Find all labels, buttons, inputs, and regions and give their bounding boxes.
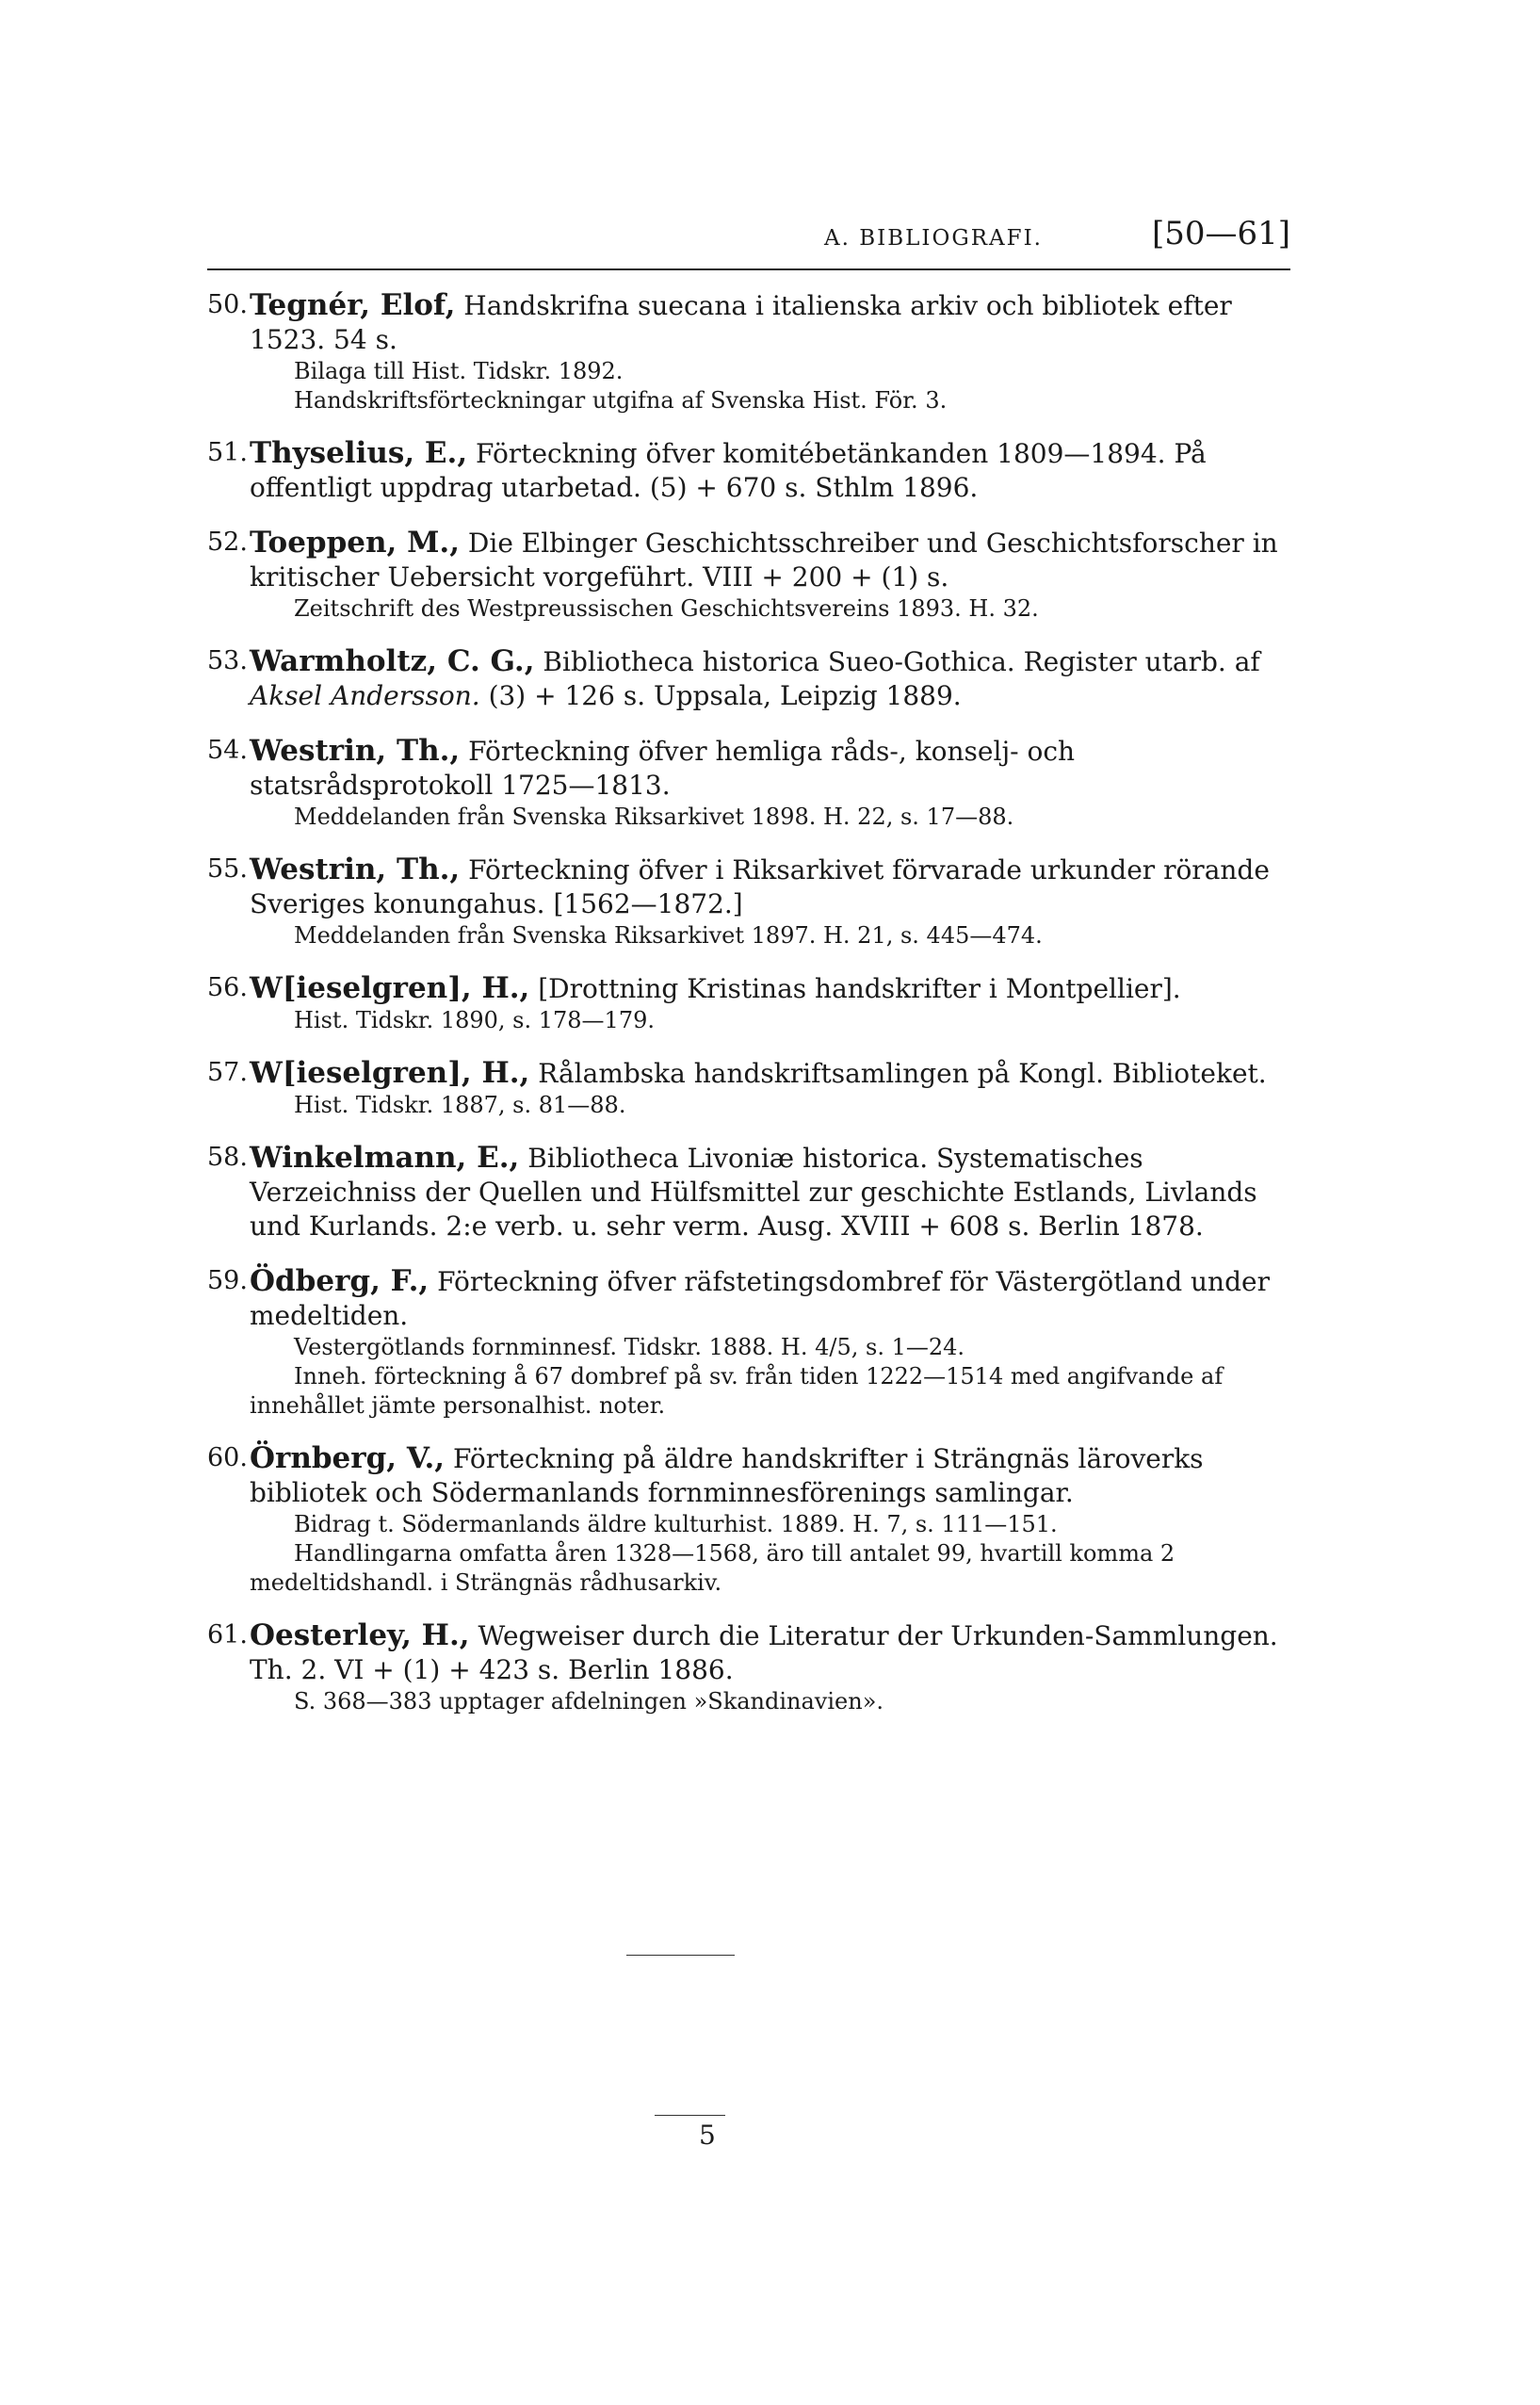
entry-main (250, 1264, 1290, 1333)
entry-note: Bidrag t. Södermanlands äldre kulturhist. 1889. H. 7, s. 111—151. (294, 1511, 1058, 1537)
section-end-rule (626, 1955, 735, 1956)
entry-main (250, 853, 1290, 921)
entry-main (250, 436, 1290, 505)
header-rule (207, 268, 1290, 270)
entry-note: Handskriftsförteckningar utgifna af Svenska Hist. För. 3. (294, 387, 948, 414)
entry-main (250, 644, 1290, 713)
entry-author: Tegnér, Elof, (250, 288, 456, 322)
entry-note: Meddelanden från Svenska Riksarkivet 1898. H. 22, s. 17—88. (294, 804, 1014, 830)
entry-note: Hist. Tidskr. 1887, s. 81—88. (294, 1092, 626, 1118)
entry-text: Förteckning öfver komitébetänkanden 1809—1894. På offentligt uppdrag utarbetad. (5) + 670 s. Sthlm 1896. (250, 438, 1207, 503)
entry-text: Förteckning öfver hemliga råds-, konselj- och statsrådsprotokoll 1725—1813. (250, 736, 1076, 801)
entry-61 (207, 1618, 1290, 1716)
entry-author: Warmholtz, C. G., (250, 644, 535, 678)
entry-number: 58. (207, 1143, 248, 1172)
entry-53 (207, 644, 1290, 713)
entry-author: Thyselius, E., (250, 436, 468, 470)
entry-number: 56. (207, 973, 248, 1002)
entry-text: Wegweiser durch die Literatur der Urkunden-Sammlungen. Th. 2. VI + (1) + 423 s. Berlin 1886. (250, 1620, 1278, 1685)
entry-text: Rålambska handskriftsamlingen på Kongl. Biblioteket. (538, 1058, 1267, 1089)
entry-number: 54. (207, 736, 248, 765)
entry-text: (3) + 126 s. Uppsala, Leipzig 1889. (488, 680, 962, 711)
entry-60 (207, 1441, 1290, 1598)
entry-57 (207, 1056, 1290, 1120)
entry-number: 50. (207, 290, 248, 319)
running-head (207, 215, 1290, 260)
entry-main (250, 1441, 1290, 1510)
entry-text: Förteckning öfver i Riksarkivet förvarade urkunder rörande Sveriges konungahus. [1562—1872.] (250, 854, 1270, 919)
entry-text: Förteckning på äldre handskrifter i Strängnäs läroverks bibliotek och Södermanlands fornminnesförenings samlingar. (250, 1443, 1204, 1508)
entry-number: 52. (207, 528, 248, 557)
entry-main (250, 971, 1290, 1006)
entry-list (207, 288, 1290, 1737)
page-number: 5 (699, 2120, 716, 2151)
entry-59 (207, 1264, 1290, 1421)
entry-main (250, 734, 1290, 803)
entry-text: Handskrifna suecana i italienska arkiv och bibliotek efter 1523. 54 s. (250, 290, 1232, 355)
entry-editor: Aksel Andersson. (250, 680, 480, 711)
entry-main (250, 1618, 1290, 1687)
entry-author: Ödberg, F., (250, 1264, 430, 1298)
entry-text: Bibliotheca historica Sueo-Gothica. Register utarb. af (543, 646, 1260, 677)
entry-main (250, 1056, 1290, 1091)
entry-main (250, 1141, 1290, 1243)
entry-note: Zeitschrift des Westpreussischen Geschichtsvereins 1893. H. 32. (294, 595, 1039, 622)
section-title: A. BIBLIOGRAFI. (824, 226, 1043, 251)
entry-note: S. 368—383 upptager afdelningen »Skandinavien». (294, 1688, 884, 1714)
entry-author: Winkelmann, E., (250, 1141, 520, 1175)
entry-note: Hist. Tidskr. 1890, s. 178—179. (294, 1007, 655, 1033)
entry-text: Die Elbinger Geschichtsschreiber und Geschichtsforscher in kritischer Uebersicht vorgeführt. VIII + 200 + (1) s. (250, 528, 1278, 593)
entry-author: Westrin, Th., (250, 853, 461, 886)
entry-54 (207, 734, 1290, 832)
entry-note: Bilaga till Hist. Tidskr. 1892. (294, 358, 624, 384)
entry-56 (207, 971, 1290, 1035)
entry-note: Handlingarna omfatta åren 1328—1568, äro till antalet 99, hvartill komma 2 medeltidshandl. i Strängnäs rådhusarkiv. (250, 1540, 1175, 1596)
entry-text: Bibliotheca Livoniæ historica. Systematisches Verzeichniss der Quellen und Hülfsmittel zur geschichte Estlands, Livlands und Kurlands. 2:e verb. u. sehr verm. Ausg. XVIII + 608 s. Berlin 1878. (250, 1143, 1257, 1242)
entry-text: [Drottning Kristinas handskrifter i Montpellier]. (538, 973, 1181, 1004)
entry-number: 60. (207, 1443, 248, 1472)
entry-52 (207, 526, 1290, 624)
entry-note: Meddelanden från Svenska Riksarkivet 1897. H. 21, s. 445—474. (294, 922, 1043, 949)
entry-range: [50—61] (1151, 215, 1290, 252)
page-number-rule (655, 2115, 725, 2116)
entry-number: 53. (207, 646, 248, 675)
entry-number: 59. (207, 1266, 248, 1295)
entry-51 (207, 436, 1290, 505)
entry-main (250, 526, 1290, 594)
entry-note: Inneh. förteckning å 67 dombref på sv. från tiden 1222—1514 med angifvande af innehållet jämte personalhist. noter. (250, 1363, 1224, 1419)
entry-55 (207, 853, 1290, 951)
entry-author: Toeppen, M., (250, 526, 461, 560)
entry-number: 61. (207, 1620, 248, 1649)
entry-number: 55. (207, 854, 248, 884)
entry-50 (207, 288, 1290, 415)
entry-number: 57. (207, 1058, 248, 1087)
entry-main (250, 288, 1290, 357)
entry-author: W[ieselgren], H., (250, 971, 530, 1005)
entry-author: Oesterley, H., (250, 1618, 470, 1652)
entry-author: W[ieselgren], H., (250, 1056, 530, 1090)
entry-58 (207, 1141, 1290, 1243)
entry-number: 51. (207, 438, 248, 467)
entry-author: Örnberg, V., (250, 1441, 446, 1475)
entry-author: Westrin, Th., (250, 734, 461, 768)
entry-note: Vestergötlands fornminnesf. Tidskr. 1888. H. 4/5, s. 1—24. (294, 1334, 965, 1360)
entry-text: Förteckning öfver räfstetingsdombref för Västergötland under medeltiden. (250, 1266, 1270, 1331)
